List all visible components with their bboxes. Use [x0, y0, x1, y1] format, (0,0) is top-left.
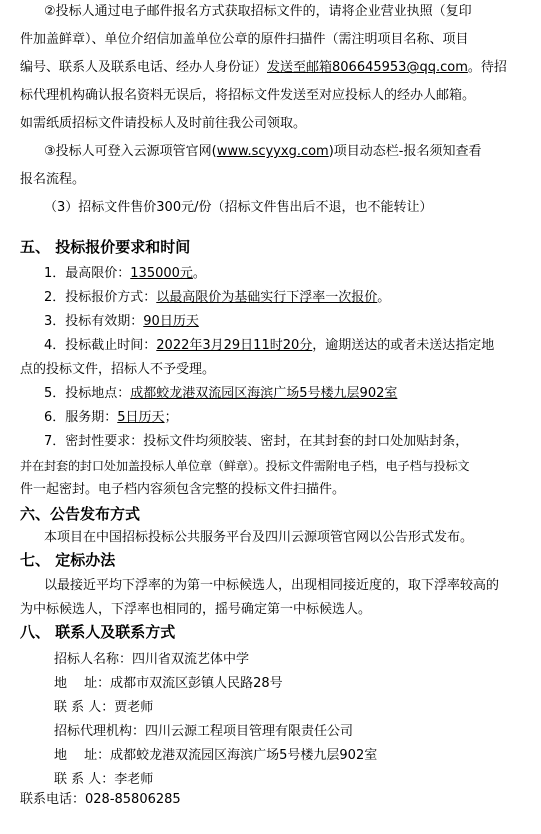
max-price-value: 135000元 — [130, 266, 193, 281]
email-registration-line-3 — [20, 60, 507, 76]
section-seven-heading: 七、 定标办法 — [20, 551, 116, 569]
quote-method-value: 以最高限价为基础实行下浮率一次报价 — [156, 290, 378, 305]
quote-method-end: 。 — [377, 290, 391, 305]
registration-email-link[interactable]: 发送至邮箱806645953@qq.com — [267, 60, 468, 75]
tenderer-address: 地 址：成都市双流区彭镇人民路28号 — [54, 676, 283, 691]
deadline-value: 2022年3月29日11时20分 — [156, 338, 313, 353]
deadline-item-line-2: 点的投标文件，招标人不予受理。 — [20, 362, 216, 377]
service-period-end: ； — [164, 410, 178, 425]
website-link[interactable]: www.scyyxg.com — [216, 144, 329, 159]
tenderer-name: 招标人名称：四川省双流艺体中学 — [54, 652, 250, 667]
bid-location-label: 5．投标地点： — [44, 386, 131, 401]
email-registration-line-2: 件加盖鲜章）、单位介绍信加盖单位公章的原件扫描件（需注明项目名称、项目 — [20, 32, 469, 47]
deadline-label: 4．投标截止时间： — [44, 338, 157, 353]
email-registration-text: 编号、联系人及联系电话、经办人身份证） — [20, 60, 268, 75]
agency-contact: 联 系 人：李老师 — [54, 772, 154, 787]
document-price-line: （3）招标文件售价300元/份（招标文件售出后不退，也不能转让） — [44, 200, 433, 215]
email-registration-line-5: 如需纸质招标文件请投标人及时前往我公司领取。 — [20, 116, 307, 131]
email-registration-text-end: 。待招 — [467, 60, 507, 75]
website-text-end: )项目动态栏-报名须知查看 — [328, 144, 482, 159]
validity-value: 90日历天 — [143, 314, 199, 329]
email-registration-line-1: ②投标人通过电子邮件报名方式获取招标文件的，请将企业营业执照（复印 — [44, 4, 472, 19]
sealing-requirement-line-2: 并在封套的封口处加盖投标人单位章（鲜章）。投标文件需附电子档，电子档与投标文 — [20, 459, 470, 473]
max-price-item — [44, 266, 206, 282]
award-method-line-2: 为中标候选人，下浮率也相同的，摇号确定第一中标候选人。 — [20, 602, 372, 617]
tenderer-contact: 联 系 人：贾老师 — [54, 700, 154, 715]
deadline-rest: ，逾期送达的或者未送达指定地 — [312, 338, 495, 353]
validity-item — [44, 314, 199, 330]
agency-phone: 联系电话：028-85806285 — [20, 792, 181, 807]
validity-label: 3．投标有效期： — [44, 314, 144, 329]
service-period-value: 5日历天 — [117, 410, 165, 425]
max-price-label: 1．最高限价： — [44, 266, 131, 281]
service-period-label: 6．服务期： — [44, 410, 118, 425]
award-method-line-1: 以最接近平均下浮率的为第一中标候选人，出现相同接近度的，取下浮率较高的 — [44, 578, 500, 593]
publication-text: 本项目在中国招标投标公共服务平台及四川云源项管官网以公告形式发布。 — [44, 530, 474, 545]
website-registration-line-2: 报名流程。 — [20, 172, 86, 187]
bid-location-item — [44, 386, 397, 402]
bid-location-value: 成都蛟龙港双流园区海滨广场5号楼九层902室 — [130, 386, 398, 401]
website-text: ③投标人可登入云源项管官网( — [44, 144, 217, 159]
deadline-item — [44, 338, 494, 354]
max-price-end: 。 — [192, 266, 206, 281]
section-six-heading: 六、公告发布方式 — [20, 505, 141, 523]
agency-address: 地 址：成都蛟龙港双流园区海滨广场5号楼九层902室 — [54, 748, 378, 763]
sealing-requirement-line-1: 7．密封性要求：投标文件均须胶装、密封，在其封套的封口处加贴封条， — [44, 434, 469, 449]
website-registration-line-1 — [44, 144, 482, 160]
section-eight-heading: 八、 联系人及联系方式 — [20, 623, 176, 641]
section-five-heading: 五、 投标报价要求和时间 — [20, 238, 191, 256]
service-period-item — [44, 410, 178, 426]
quote-method-label: 2．投标报价方式： — [44, 290, 157, 305]
email-registration-line-4: 标代理机构确认报名资料无误后，将招标文件发送至对应投标人的经办人邮箱。 — [20, 88, 476, 103]
quote-method-item — [44, 290, 390, 306]
agency-name: 招标代理机构：四川云源工程项目管理有限责任公司 — [54, 724, 354, 739]
sealing-requirement-line-3: 件一起密封。电子档内容须包含完整的投标文件扫描件。 — [20, 482, 346, 497]
